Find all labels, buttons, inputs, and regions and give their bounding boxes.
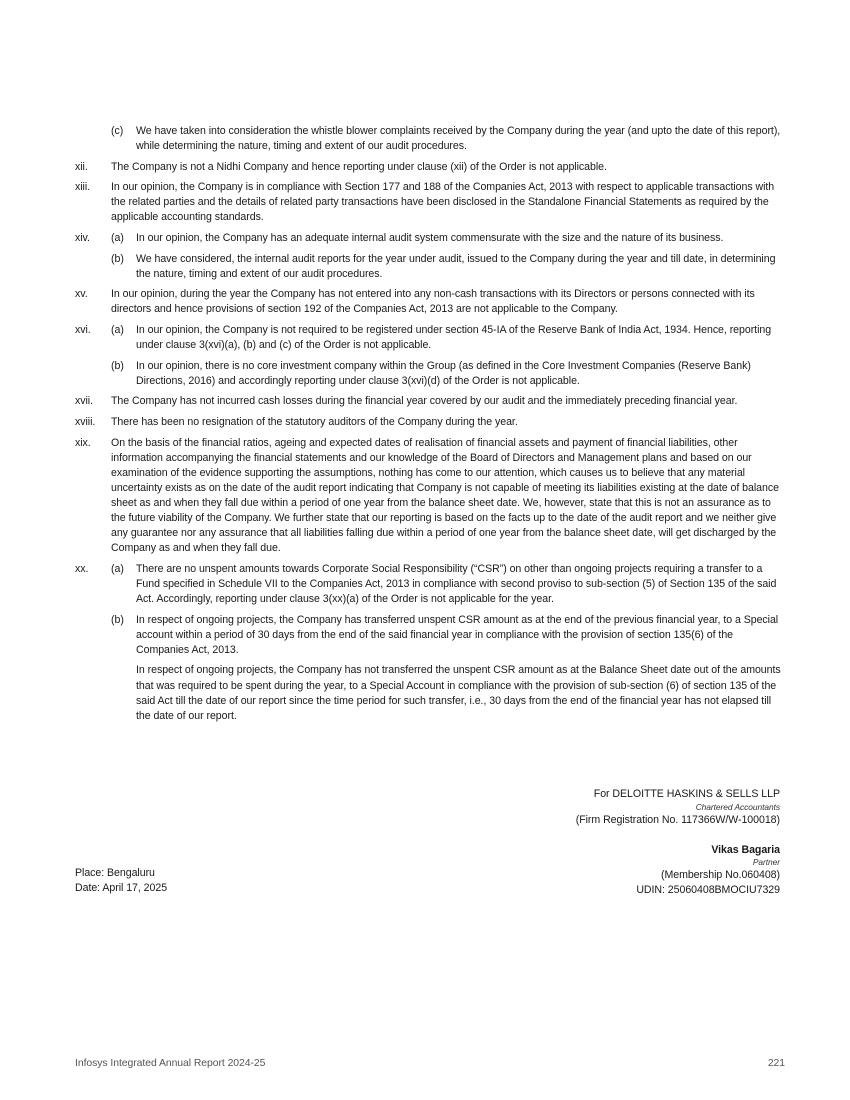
clause-text: On the basis of the financial ratios, ageing and expected dates of realisation of financial assets and payment of financial liabilities, other information accompanying the financial statements and our knowledge of the Board of Directors and Management plans and based on our examination of the evidence supporting the assumptions, nothing has come to our attention, which causes us to believe that any material uncertainty exists as on the date of the audit report indicating that Company is not capable of meeting its liabilities existing at the date of balance sheet as and when they fall due within a period of one year from the balance sheet date. We, however, state that this is not an assurance as to the future viability of the Company. We further state that our reporting is based on the facts up to the date of the audit report and we neither give any guarantee nor any assurance that all liabilities falling due within a period of one year from the balance sheet date, will get discharged by the Company as and when they fall due. — [111, 436, 779, 555]
sub-clause-text: We have taken into consideration the whistle blower complaints received by the Company during the year (and upto the date of this report), while determining the nature, timing and extent of our audit procedures. — [136, 125, 781, 153]
sub-clause-letter: (b) — [111, 252, 124, 265]
clause-xx-b — [111, 613, 785, 658]
sub-clause-text: We have considered, the internal audit reports for the year under audit, issued to the Company during the year and till date, in determining the nature, timing and extent of our audit procedures. — [136, 252, 776, 280]
page-number: 221 — [767, 1058, 785, 1069]
date: Date: April 17, 2025 — [75, 882, 168, 894]
clause-text: The Company has not incurred cash losses during the financial year covered by our audit and the immediately preceding financial year. — [111, 395, 738, 408]
udin: UDIN: 25060408BMOCIU7329 — [636, 884, 780, 896]
clause-xviii — [75, 415, 785, 430]
clause-xx — [75, 562, 785, 724]
place: Place: Bengaluru — [75, 867, 155, 879]
clause-xii — [75, 160, 785, 175]
clause-text: The Company is not a Nidhi Company and hence reporting under clause (xii) of the Order is not applicable. — [111, 160, 607, 173]
clause-xiv-a — [111, 231, 785, 246]
clause-number: xiv. — [75, 232, 90, 245]
sub-clause-text: In respect of ongoing projects, the Company has transferred unspent CSR amount as at the end of the previous financial year, to a Special account within a period of 30 days from the end of the said financial year in compliance with the provision of section 135(6) of the Companies Act, 2013. — [136, 613, 779, 656]
sub-clause-text: In our opinion, there is no core investment company within the Group (as defined in the Core Investment Companies (Reserve Bank) Directions, 2016) and accordingly reporting under clause 3(xvi)(d) of the Order is not applicable. — [136, 359, 751, 387]
clause-xvii — [75, 394, 785, 409]
footer-report-title: Infosys Integrated Annual Report 2024-25 — [75, 1058, 266, 1069]
firm-registration: (Firm Registration No. 117366W/W-100018) — [575, 814, 780, 826]
clause-xiii — [75, 180, 785, 225]
clause-number: xiii. — [75, 181, 91, 194]
clause-number: xviii. — [75, 416, 96, 428]
clause-xx-a — [111, 562, 785, 607]
clause-xix — [75, 436, 785, 557]
membership-number: (Membership No.060408) — [660, 869, 780, 881]
sub-clause-letter: (b) — [111, 359, 124, 372]
clause-xi-continuation — [75, 124, 785, 154]
firm-role: Chartered Accountants — [695, 802, 780, 812]
place-date-block — [75, 866, 167, 896]
clause-text: In our opinion, the Company is in compliance with Section 177 and 188 of the Companies Act, 2013 with respect to applicable transactions with the related parties and the details of related party transactions have been disclosed in the Standalone Financial Statements as required by the applicable accounting standards. — [111, 181, 775, 224]
audit-report-body — [75, 124, 785, 729]
sub-clause-letter: (a) — [111, 324, 124, 337]
clause-number: xv. — [75, 288, 88, 301]
sub-clause-text: There are no unspent amounts towards Corporate Social Responsibility (“CSR”) on other than ongoing projects requiring a transfer to a Fund specified in Schedule VII to the Companies Act, 2013 in compliance with second proviso to sub-section (5) of Section 135 of the said Act. Accordingly, reporting under clause 3(xx)(a) of the Order is not applicable for the year. — [136, 562, 777, 606]
clause-xvi-b — [111, 359, 785, 389]
sub-clause-letter: (b) — [111, 613, 124, 626]
sub-clause-letter: (c) — [111, 125, 124, 137]
clause-number: xvi. — [75, 324, 91, 337]
clause-xvi — [75, 323, 785, 389]
sub-clause-letter: (a) — [111, 562, 124, 575]
clause-xi-c — [111, 124, 785, 154]
partner-role: Partner — [752, 857, 780, 867]
clause-number: xvii. — [75, 395, 93, 408]
clause-number: xii. — [75, 160, 88, 173]
clause-number: xix. — [75, 436, 91, 449]
sub-clause-text: In our opinion, the Company is not required to be registered under section 45-IA of the Reserve Bank of India Act, 1934. Hence, reporting under clause 3(xvi)(a), (b) and (c) of the Order is not applicable. — [136, 324, 772, 352]
firm-name: For DELOITTE HASKINS & SELLS LLP — [593, 788, 780, 800]
sub-clause-text: In respect of ongoing projects, the Company has not transferred the unspent CSR amount as at the Balance Sheet date out of the amounts that was required to be spent during the year, to a Special Account in compliance with the provision of sub-section (6) of section 135 of the said Act till the date of our report since the time period for such transfer, i.e., 30 days from the end of the financial year has not elapsed till the date of our report. — [136, 664, 781, 722]
partner-name: Vikas Bagaria — [711, 844, 780, 856]
clause-number: xx. — [75, 562, 89, 575]
sub-clause-text: In our opinion, the Company has an adequate internal audit system commensurate with the size and the nature of its business. — [136, 232, 724, 245]
clause-xvi-a — [111, 323, 785, 353]
clause-xiv-b — [111, 252, 785, 282]
clause-xv — [75, 287, 785, 317]
clause-xx-b-continuation — [111, 663, 785, 723]
clause-text: There has been no resignation of the statutory auditors of the Company during the year. — [111, 416, 518, 428]
clause-text: In our opinion, during the year the Company has not entered into any non-cash transactions with its Directors or persons connected with its directors and hence provisions of section 192 of the Companies Act, 2013 are not applicable to the Company. — [111, 288, 755, 316]
clause-xiv — [75, 231, 785, 282]
sub-clause-letter: (a) — [111, 232, 124, 245]
auditor-signature-block — [480, 787, 780, 898]
